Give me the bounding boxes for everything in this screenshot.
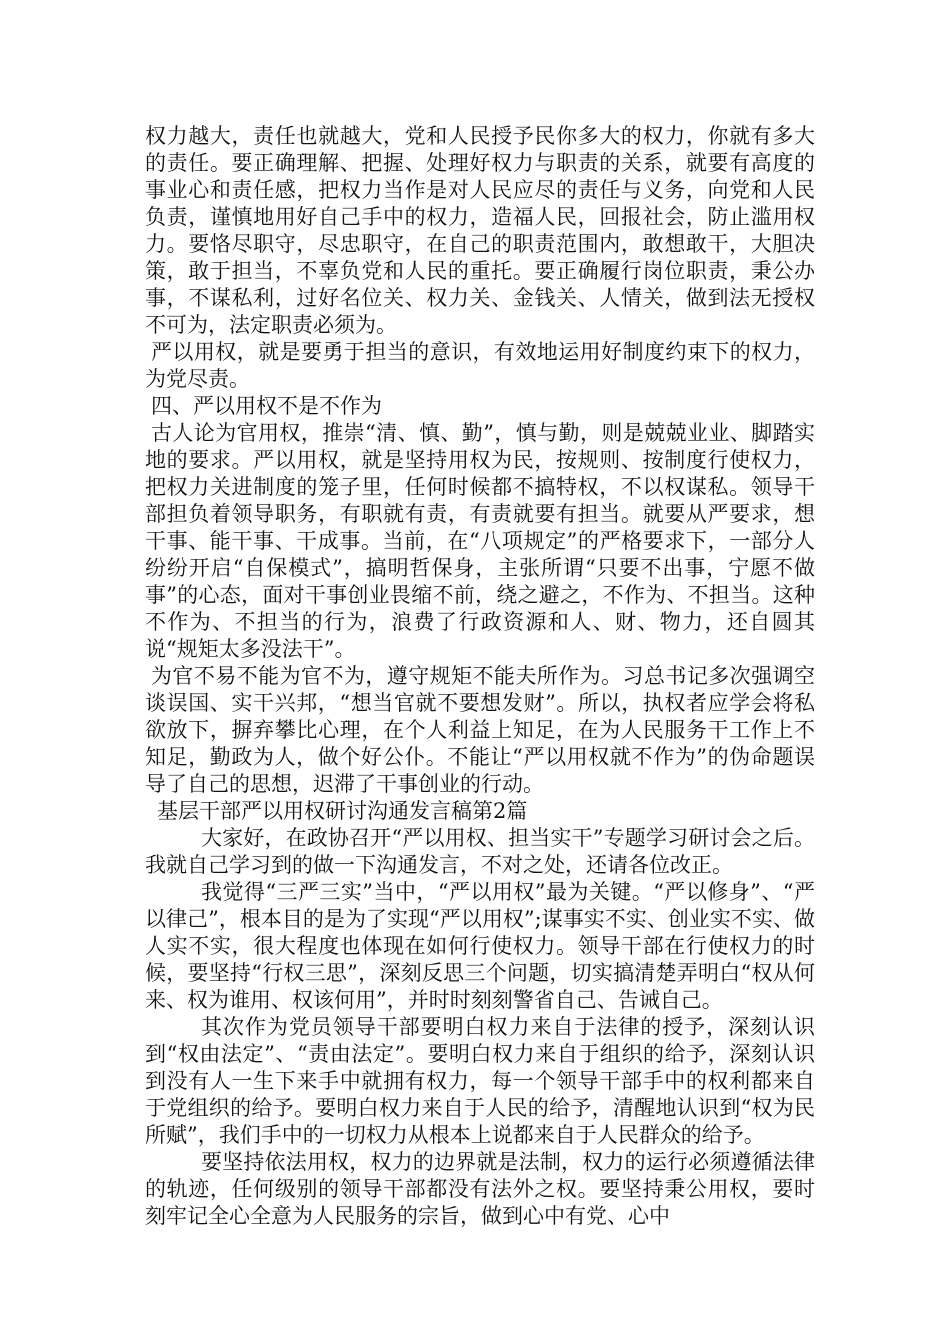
paragraph-ancient-view: 古人论为官用权，推崇“清、慎、勤”，慎与勤，则是兢兢业业、脚踏实地的要求。严以用权，就是坚持用权为民，按规则、按制度行使权力，把权力关进制度的笼子里，任何时候都不搞特权，不以权谋私。领导干部担负着领导职务，有职就有责，有责就要有担当。就要从严要求，想干事、能干事、干成事。当前，在“八项规定”的严格要求下，一部分人纷纷开启“自保模式”，搞明哲保身，主张所谓“只要不出事，宁愿不做事”的心态，面对干事创业畏缩不前，绕之避之，不作为、不担当。这种不作为、不担当的行为，浪费了行政资源和人、财、物力，还自圆其说“规矩太多没法干”。 xyxy=(145,421,815,661)
paragraph-greeting: 大家好，在政协召开“严以用权、担当实干”专题学习研讨会之后。我就自己学习到的做一下沟通发言，不对之处，还请各位改正。 xyxy=(145,826,815,877)
paragraph-responsibility: 权力越大，责任也就越大，党和人民授予民你多大的权力，你就有多大的责任。要正确理解、把握、处理好权力与职责的关系，就要有高度的事业心和责任感，把权力当作是对人民应尽的责任与义务，向党和人民负责，谨慎地用好自己手中的权力，造福人民，回报社会，防止滥用权力。要恪尽职守，尽忠职守，在自己的职责范围内，敢想敢干，大胆决策，敢于担当，不辜负党和人民的重托。要正确履行岗位职责，秉公办事，不谋私利，过好名位关、权力关、金钱关、人情关，做到法无授权不可为，法定职责必须为。 xyxy=(145,124,815,337)
paragraph-power-origin: 其次作为党员领导干部要明白权力来自于法律的授予，深刻认识到“权由法定”、“责由法定”。要明白权力来自于组织的给予，深刻认识到没有人一生下来手中就拥有权力，每一个领导干部手中的权利都来自于党组织的给予。要明白权力来自于人民的给予，清醒地认识到“权为民所赋”，我们手中的一切权力从根本上说都来自于人民群众的给予。 xyxy=(145,1015,815,1147)
paragraph-three-stricts: 我觉得“三严三实”当中，“严以用权”最为关键。“严以修身”、“严以律己”，根本目的是为了实现“严以用权”;谋事实不实、创业实不实、做人实不实，很大程度也体现在如何行使权力。领导干部在行使权力的时候，要坚持“行权三思”，深刻反思三个问题，切实搞清楚弄明白“权从何来、权为谁用、权该何用”，并时时刻刻警省自己、告诫自己。 xyxy=(145,880,815,1012)
paragraph-official-action: 为官不易不能为官不为，遵守规矩不能夫所作为。习总书记多次强调空谈误国、实干兴邦，“想当官就不要想发财”。所以，执权者应学会将私欲放下，摒弃攀比心理，在个人利益上知足，在为人民服务干工作上不知足，勤政为人，做个好公仆。不能让“严以用权就不作为”的伪命题误导了自己的思想，迟滞了干事创业的行动。 xyxy=(145,664,815,796)
paragraph-lawful-use: 要坚持依法用权，权力的边界就是法制，权力的运行必须遵循法律的轨迹，任何级别的领导干部都没有法外之权。要坚持秉公用权，要时刻牢记全心全意为人民服务的宗旨，做到心中有党、心中 xyxy=(145,1150,815,1228)
article-title-second: 基层干部严以用权研讨沟通发言稿第2篇 xyxy=(157,799,528,823)
section-heading-four: 四、严以用权不是不作为 xyxy=(151,394,382,418)
paragraph-strict-use-summary: 严以用权，就是要勇于担当的意识，有效地运用好制度约束下的权力，为党尽责。 xyxy=(145,340,815,391)
document-body xyxy=(145,123,815,1230)
